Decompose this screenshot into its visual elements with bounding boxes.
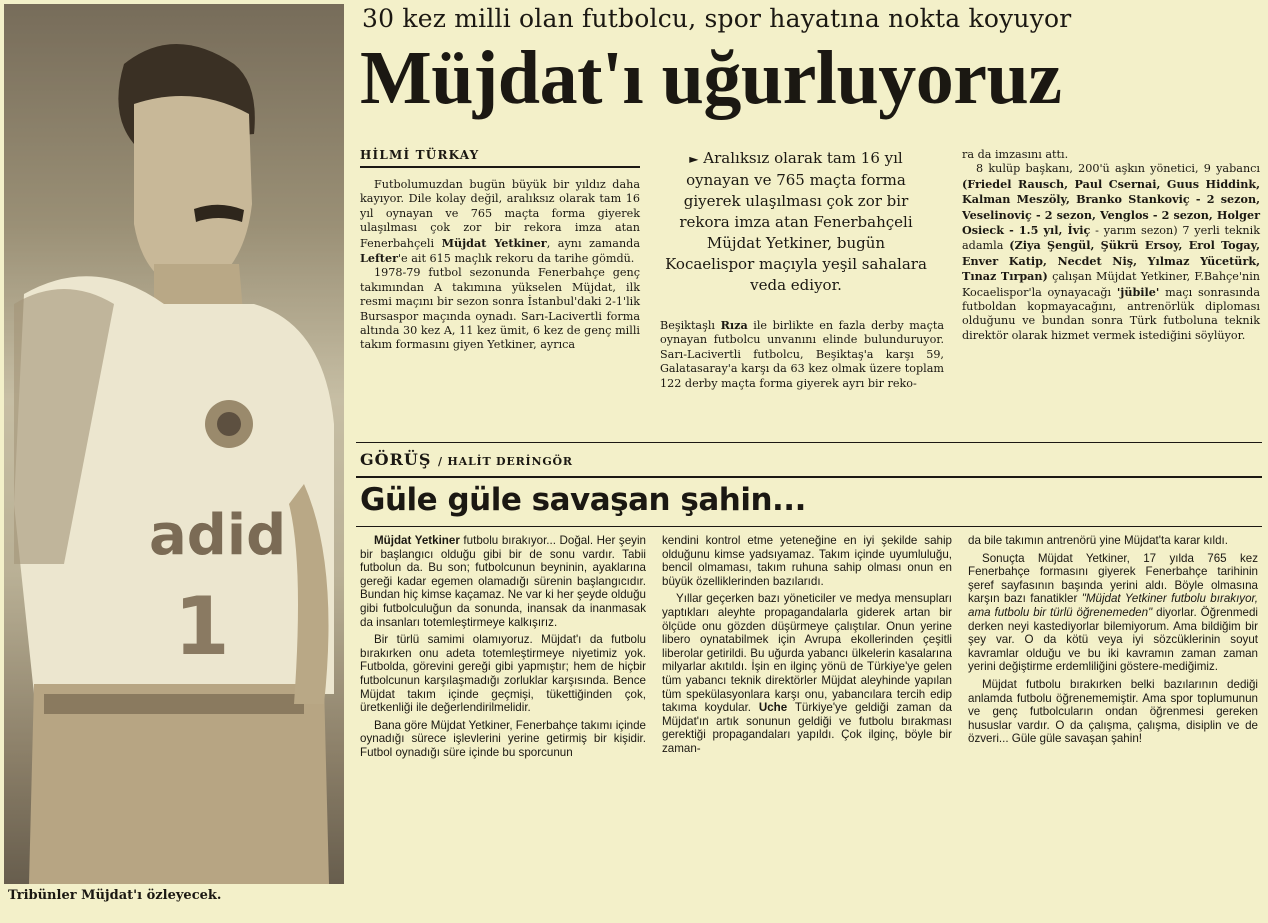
paragraph: Bana göre Müjdat Yetkiner, Fenerbahçe takımı içinde oynadığı sürece işlevlerini yerine getirmiş bir kişidir. Futbol oynadığı süre içinde bu sporcunun (360, 718, 646, 759)
article-column-2 (660, 318, 944, 391)
lede: ► Aralıksız olarak tam 16 yıl oynayan ve 765 maçta forma giyerek ulaşılması çok zor bir rekora imza atan Fenerbahçeli Müjdat Yetkiner, bugün Kocaelispor maçıyla yeşil sahalara veda ediyor. (665, 149, 927, 294)
paragraph: ra da imzasını attı. (962, 148, 1069, 161)
opinion-headline-rule (356, 526, 1262, 527)
article-column-1 (360, 178, 640, 353)
paragraph: Müjdat futbolu bırakırken belki bazılarının dediği anlamda futbolu öğrenememiştir. Ama spor toplumunun ve genç futbolcuların ondan öğrenmesi gereken hususlar vardır. O da çalışma, çalışma, disiplin ve de özveri... Güle güle savaşan şahin! (968, 677, 1258, 746)
arrow-icon: ► (689, 152, 699, 166)
paragraph: kendini kontrol etme yeteneğine en iyi şekilde sahip olduğunu kimse yadsıyamaz. Takım içinde uyumluluğu, bencil olmaması, takım ruhuna sahip olması onun en büyük özelliklerinden bazılarıdı. (662, 534, 952, 588)
opinion-headline: Güle güle savaşan şahin... (360, 482, 806, 518)
paragraph: Beşiktaşlı Rıza ile birlikte en fazla derby maçta oynayan futbolcu unvanını elinde bulunduruyor. Sarı-Lacivertli futbolcu, Beşiktaş'a karşı 59, Galatasaray'a karşı da 63 kez olmak üzere toplam 122 derby maçta forma giyerek ayrı bir reko- (660, 318, 945, 390)
photo-caption: Tribünler Müjdat'ı özleyecek. (8, 888, 222, 903)
player-photo-illustration (4, 4, 344, 884)
byline-rule (360, 166, 640, 168)
opinion-label: GÖRÜŞ / HALİT DERİNGÖR (360, 450, 573, 469)
opinion-column-1 (360, 534, 646, 764)
svg-text:1: 1 (174, 580, 230, 673)
opinion-column-3 (968, 534, 1258, 750)
headline: Müjdat'ı uğurluyoruz (360, 36, 1062, 120)
opinion-column-2 (662, 534, 952, 760)
player-photo (4, 4, 344, 884)
kicker: 30 kez milli olan futbolcu, spor hayatına nokta koyuyor (362, 4, 1072, 33)
article-column-3 (962, 148, 1260, 343)
byline: HİLMİ TÜRKAY (360, 148, 480, 162)
paragraph: 8 kulüp başkanı, 200'ü aşkın yönetici, 9 yabancı (Friedel Rausch, Paul Csernai, Guus Hiddink, Kalman Meszöly, Branko Stankoviç - 2 sezon, Veselinoviç - 2 sezon, Venglos - 2 sezon, Holger Osieck - 1.5 yıl, İviç - yarım sezon) 7 yerli teknik adamla (Ziya Şengül, Şükrü Ersoy, Erol Togay, Enver Katip, Necdet Niş, Yılmaz Yücetürk, Tınaz Tırpan) çalışan Müjdat Yetkiner, F.Bahçe'nin Kocaelispor'la oynayacağı 'jübile' maçı sonrasında futboldan kopmayacağını, antrenörlük diploması olduğunu ve bundan sonra Türk futboluna teknik direktör olarak hizmet vermek istediğini söylüyor. (962, 162, 1260, 342)
paragraph: Sonuçta Müjdat Yetkiner, 17 yılda 765 kez Fenerbahçe formasını giyerek Fenerbahçe tarihinin şeref sayfasının başında yerini aldı. Böyle olmasına karşın bazı fanatikler "Müjdat Yetkiner futbolu bırakıyor, ama futbolu bir türlü öğrenemeden" diyorlar. Öğrenmedi derken neyi kastediyorlar bilemiyorum. Ama bildiğim bir şey var. O da kötü veya iyi sözcüklerinin soyut kavramlar olduğu ve bu iki kavramın zaman zaman yerini değiştirme erdemliliğini göstere-mediğimiz. (968, 551, 1258, 674)
paragraph: Futbolumuzdan bugün büyük bir yıldız daha kayıyor. Dile kolay değil, aralıksız olarak tam 16 yıl oynayan ve 765 maçta forma giyerek ulaşılması çok zor bir rekora imza atan Fenerbahçeli Müjdat Yetkiner, aynı zamanda Lefter'e ait 615 maçlık rekoru da tarihe gömdü. (360, 178, 640, 266)
paragraph: da bile takımın antrenörü yine Müjdat'ta karar kıldı. (968, 534, 1228, 547)
section-divider (356, 442, 1262, 443)
paragraph: Müjdat Yetkiner futbolu bırakıyor... Doğal. Her şeyin bir başlangıcı olduğu gibi bir de sonu vardır. Tabii futbolun da. Bu son; futbolcunun beyninin, ayaklarına gereği kadar egemen olamadığı sürenin başlangıcıdır. Bundan hiç kimse kaçamaz. Ne var ki her şeyde olduğu gibi futbolculuğun da sonunda, inansak da inanmasak da insanları totemleştirmeye kalkışırız. (360, 534, 646, 629)
paragraph: 1978-79 futbol sezonunda Fenerbahçe genç takımından A takımına yükselen Müjdat, ilk resmi maçını bir sezon sonra İstanbul'daki 2-1'lik Bursaspor maçında oynadı. Sarı-Lacivertli forma altında 30 kez A, 11 kez ümit, 6 kez de genç milli takım formasını giyen Yetkiner, ayrıca (360, 266, 640, 352)
paragraph: Bir türlü samimi olamıyoruz. Müjdat'ı da futbolu bırakırken onu adeta totemleştirmeye niyetimiz yok. Futbolda, görevini gereği gibi yapmıştır; hem de hiçbir futbolcunun karşılaşmadığı zorluklar karşısında. Bence Müjdat takım içinde geçmişi, tükettiğinden çok, üretkenliği ile değerlendirilmelidir. (360, 633, 646, 715)
svg-text:adid: adid (149, 503, 287, 568)
paragraph: Yıllar geçerken bazı yöneticiler ve medya mensupları yaptıkları aleyhte propagandalarla giderek artan bir ölçüde onu gözden düşürmeye çalıştılar. Onun yerine libero oynatabilmek için Avrupa ekollerinden çeşitli liberolar getirildi. Bu uğurda yabancı ülkelerin kasalarına milyarlar akıtıldı. İşin en ilginç yönü de Türkiye'ye gelen tüm yabancı teknik direktörler Müjdat aleyhinde yapılan tüm spekülasyonlara karşı onu, yabancılara tercih edip takıma koydular. Uche Türkiye'ye geldiği zaman da Müjdat'ın artık sonunun geldiği ve futbolu bırakması gerektiği propagandaları yapıldı. Çok ilginç, böyle bir zaman- (662, 592, 952, 755)
opinion-rule (356, 476, 1262, 478)
